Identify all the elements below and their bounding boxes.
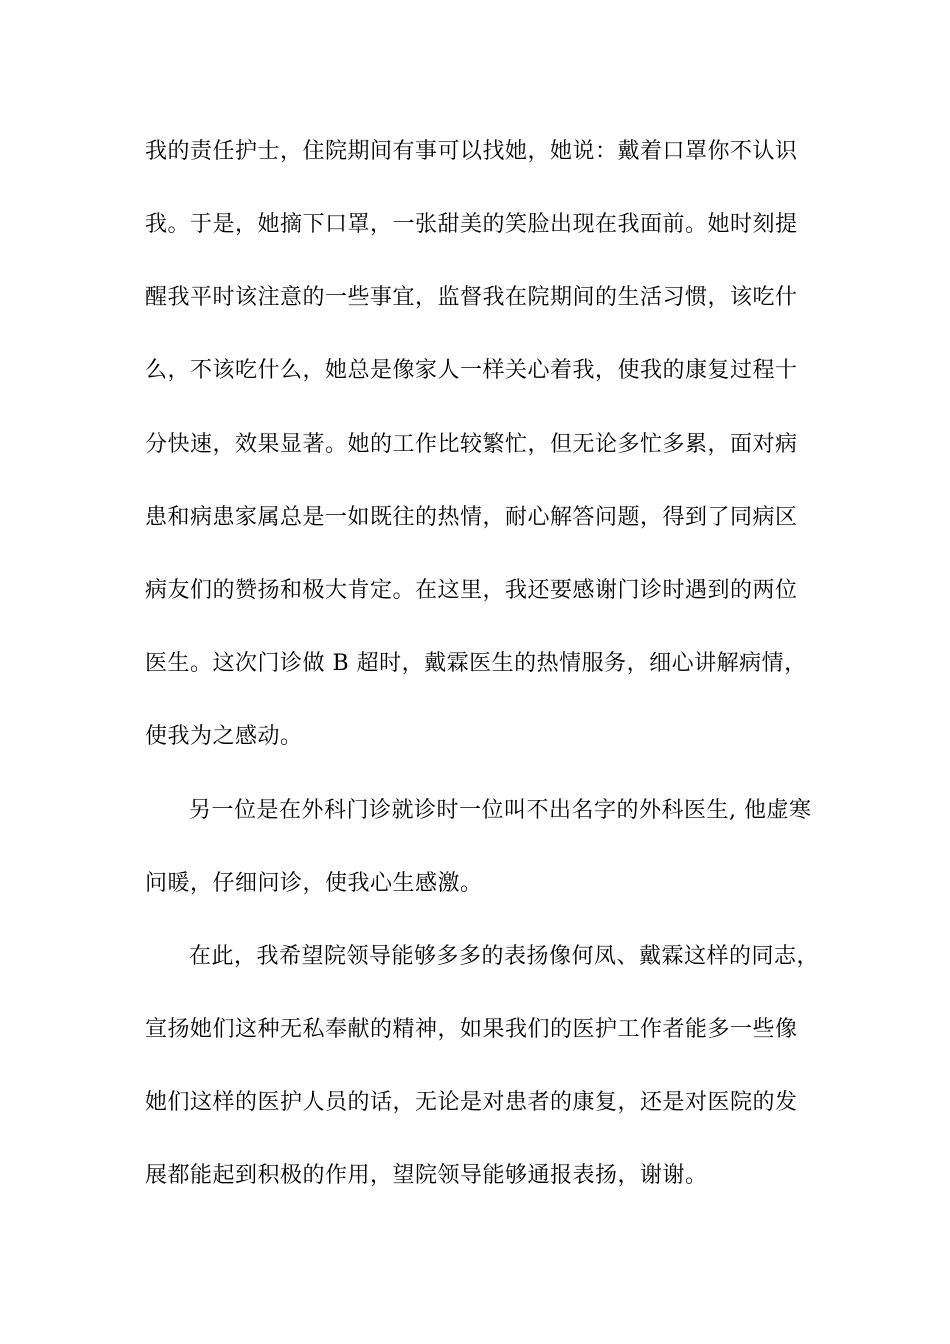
text-line: 使我为之感动。 [145,724,303,749]
paragraph-first-line: 另一位是在外科门诊就诊时一位叫不出名字的外科医生, 他虚寒 [189,798,812,823]
text-line: 医生。这次门诊做 B 超时，戴霖医生的热情服务，细心讲解病情， [145,651,807,676]
text-line: 她们这样的医护人员的话，无论是对患者的康复，还是对医院的发 [145,1090,798,1115]
paragraph-first-line: 在此，我希望院领导能够多多的表扬像何凤、戴霖这样的同志， [189,944,820,969]
text-line: 展都能起到积极的作用，望院领导能够通报表扬，谢谢。 [145,1163,708,1188]
text-line: 么，不该吃什么，她总是像家人一样关心着我，使我的康复过程十 [145,358,798,383]
text-line: 病友们的赞扬和极大肯定。在这里，我还要感谢门诊时遇到的两位 [145,578,798,603]
text-line: 我。于是，她摘下口罩，一张甜美的笑脸出现在我面前。她时刻提 [145,212,798,237]
text-line: 分快速，效果显著。她的工作比较繁忙，但无论多忙多累，面对病 [145,432,798,457]
text-line: 我的责任护士，住院期间有事可以找她，她说：戴着口罩你不认识 [145,139,798,164]
text-line: 醒我平时该注意的一些事宜，监督我在院期间的生活习惯，该吃什 [145,285,798,310]
text-line: 问暖，仔细问诊，使我心生感激。 [145,871,483,896]
text-line: 宣扬她们这种无私奉献的精神，如果我们的医护工作者能多一些像 [145,1017,798,1042]
text-line: 患和病患家属总是一如既往的热情，耐心解答问题，得到了同病区 [145,505,798,530]
